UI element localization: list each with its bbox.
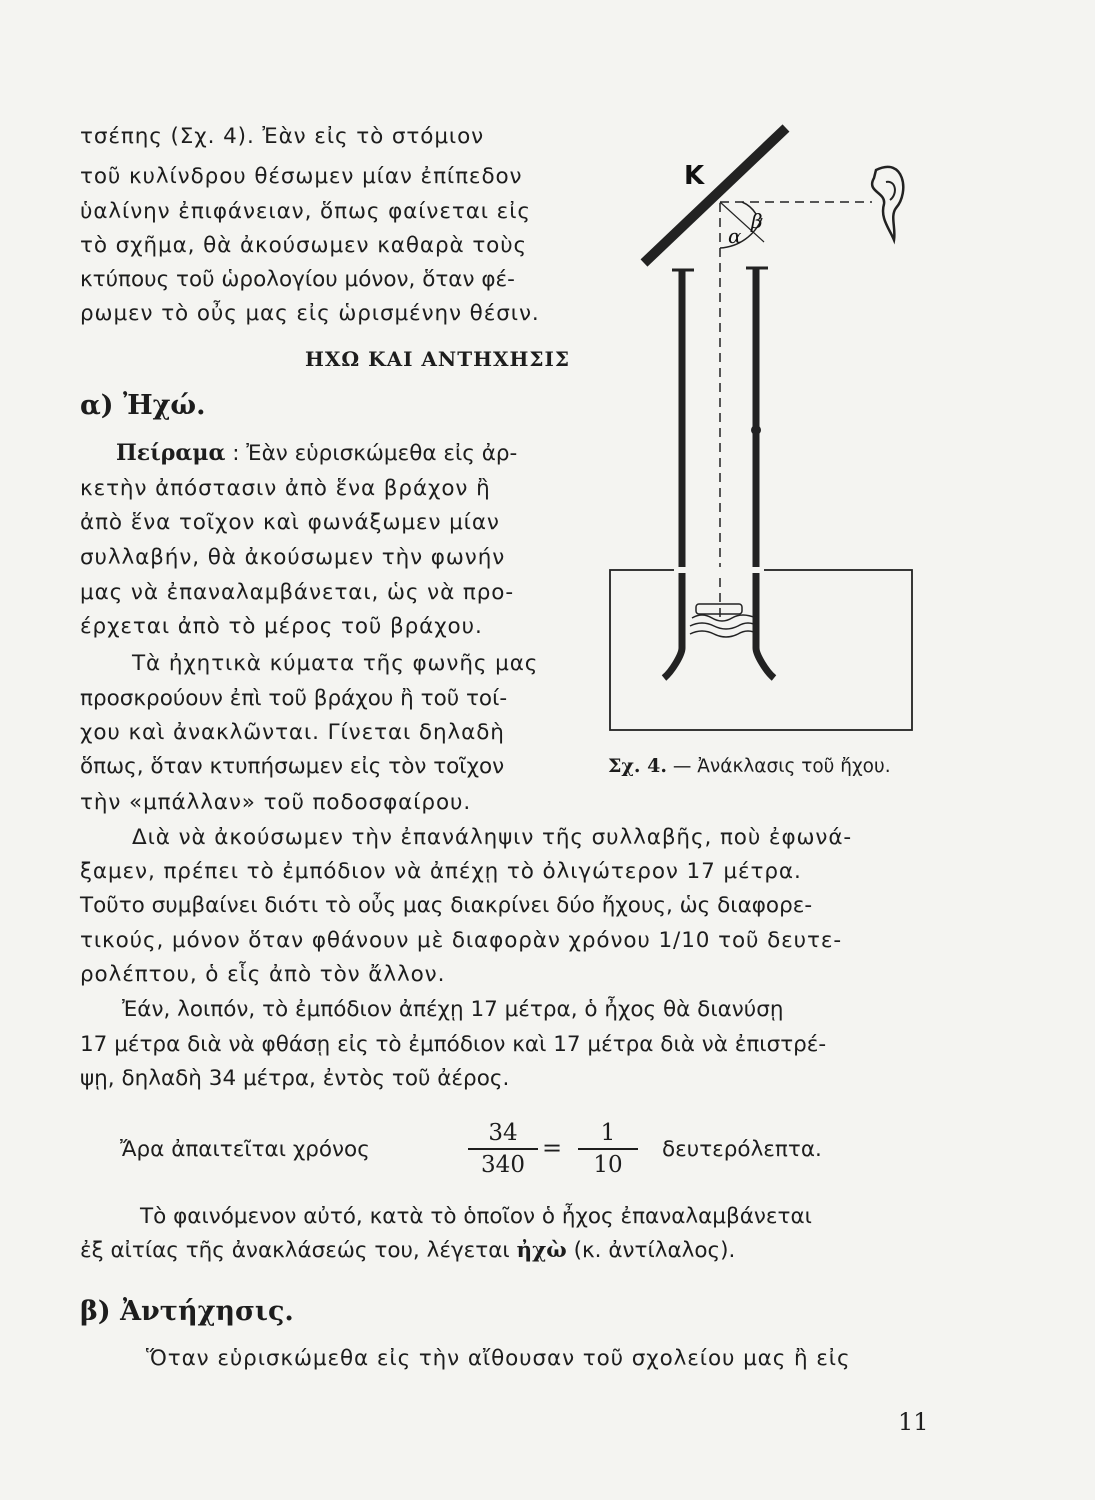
fraction-denominator: 340 (481, 1152, 525, 1178)
page-number: 11 (898, 1408, 929, 1436)
subsection-title-echo: α) Ἠχώ. (80, 390, 206, 421)
glass-plate (644, 128, 786, 263)
text-line: Ὅταν εὑρισκώμεθα εἰς τὴν αἴθουσαν τοῦ σχολείου μας ἢ εἰς (146, 1346, 851, 1371)
text-line: τὴν «μπάλλαν» τοῦ ποδοσφαίρου. (80, 790, 472, 815)
text-line: τὸ σχῆμα, θὰ ἀκούσωμεν καθαρὰ τοὺς (80, 233, 528, 258)
ear-icon (872, 167, 903, 240)
text-line: τοῦ κυλίνδρου θέσωμεν μίαν ἐπίπεδον (80, 164, 523, 189)
text-line: ρωμεν τὸ οὖς μας εἰς ὡρισμένην θέσιν. (80, 301, 540, 326)
label-beta: β (751, 209, 763, 233)
echo-definition-pre: ἐξ αἰτίας τῆς ἀνακλάσεώς του, λέγεται (80, 1238, 517, 1263)
watch (696, 604, 742, 614)
text-line: ὅπως, ὅταν κτυπήσωμεν εἰς τὸν τοῖχον (80, 754, 505, 779)
text-line: Τὰ ἠχητικὰ κύματα τῆς φωνῆς μας (132, 651, 539, 676)
text-line: ρολέπτου, ὁ εἷς ἀπὸ τὸν ἄλλον. (80, 962, 446, 987)
echo-definition-post: (κ. ἀντίλαλος). (566, 1238, 736, 1263)
text-line: προσκρούουν ἐπὶ τοῦ βράχου ἢ τοῦ τοί- (80, 686, 508, 711)
figure-caption (608, 755, 891, 777)
fraction-numerator: 34 (488, 1120, 518, 1146)
experiment-label: Πείραμα (116, 440, 226, 466)
subsection-title-resonance: β) Ἀντήχησις. (80, 1296, 294, 1327)
text-line: Διὰ νὰ ἀκούσωμεν τὴν ἐπανάληψιν τῆς συλλαβῆς, ποὺ ἐφωνά- (132, 825, 853, 850)
text-line: 17 μέτρα διὰ νὰ φθάσῃ εἰς τὸ ἐμπόδιον καὶ 17 μέτρα διὰ νὰ ἐπιστρέ- (80, 1032, 827, 1057)
tube-left-wall (664, 270, 682, 678)
figure-caption-text: — Ἀνάκλασις τοῦ ἤχου. (672, 756, 891, 777)
text-line: Τὸ φαινόμενον αὐτό, κατὰ τὸ ὁποῖον ὁ ἦχος ἐπαναλαμβάνεται (140, 1204, 812, 1229)
echo-definition-line (80, 1236, 735, 1266)
text-line: συλλαβήν, θὰ ἀκούσωμεν τὴν φωνήν (80, 545, 506, 570)
fraction-numerator: 1 (600, 1120, 616, 1146)
equation-prefix: Ἄρα ἀπαιτεῖται χρόνος (120, 1137, 370, 1162)
equation-suffix: δευτερόλεπτα. (662, 1137, 822, 1162)
text-line: τικούς, μόνον ὅταν φθάνουν μὲ διαφορὰν χρόνου 1/10 τοῦ δευτε- (80, 928, 843, 953)
text-line: ψῃ, δηλαδὴ 34 μέτρα, ἐντὸς τοῦ ἀέρος. (80, 1066, 510, 1091)
text-line: χου καὶ ἀνακλῶνται. Γίνεται δηλαδὴ (80, 720, 505, 745)
experiment-first-line: : Ἐὰν εὑρισκώμεθα εἰς ἀρ- (225, 441, 518, 466)
section-heading: ΗΧΩ ΚΑΙ ΑΝΤΗΧΗΣΙΣ (305, 347, 571, 371)
figure-sound-reflection (604, 118, 924, 738)
text-line: Τοῦτο συμβαίνει διότι τὸ οὖς μας διακρίνει δύο ἤχους, ὡς διαφορε- (80, 893, 813, 918)
equation-equals: = (542, 1134, 563, 1162)
text-line: μας νὰ ἐπαναλαμβάνεται, ὡς νὰ προ- (80, 580, 514, 605)
figure-caption-label: Σχ. 4. (608, 755, 667, 777)
text-line: Ἐάν, λοιπόν, τὸ ἐμπόδιον ἀπέχῃ 17 μέτρα, ὁ ἦχος θὰ διανύσῃ (122, 997, 784, 1022)
experiment-intro (80, 438, 517, 469)
text-line: κτύπους τοῦ ὡρολογίου μόνον, ὅταν φέ- (80, 267, 515, 292)
tube-right-wall (756, 268, 774, 678)
text-line: κετὴν ἀπόστασιν ἀπὸ ἕνα βράχον ἢ (80, 476, 491, 501)
text-line: τσέπης (Σχ. 4). Ἐὰν εἰς τὸ στόμιον (80, 124, 485, 149)
base-box (610, 570, 912, 730)
text-line: έρχεται ἀπὸ τὸ μέρος τοῦ βράχου. (80, 614, 483, 639)
label-alpha: α (728, 224, 742, 248)
text-line: ὑαλίνην ἐπιφάνειαν, ὅπως φαίνεται εἰς (80, 199, 531, 224)
figure-drawing (604, 118, 924, 738)
text-line: ἀπὸ ἕνα τοῖχον καὶ φωνάξωμεν μίαν (80, 510, 500, 535)
fraction-1-10 (578, 1118, 638, 1180)
tube-dot (751, 425, 761, 435)
echo-term: ἠχὼ (516, 1238, 567, 1263)
fraction-denominator: 10 (593, 1152, 623, 1178)
text-line: ξαμεν, πρέπει τὸ ἐμπόδιον νὰ ἀπέχῃ τὸ ὀλιγώτερον 17 μέτρα. (80, 859, 802, 884)
label-K: K (684, 161, 705, 191)
fraction-34-340 (468, 1118, 538, 1180)
